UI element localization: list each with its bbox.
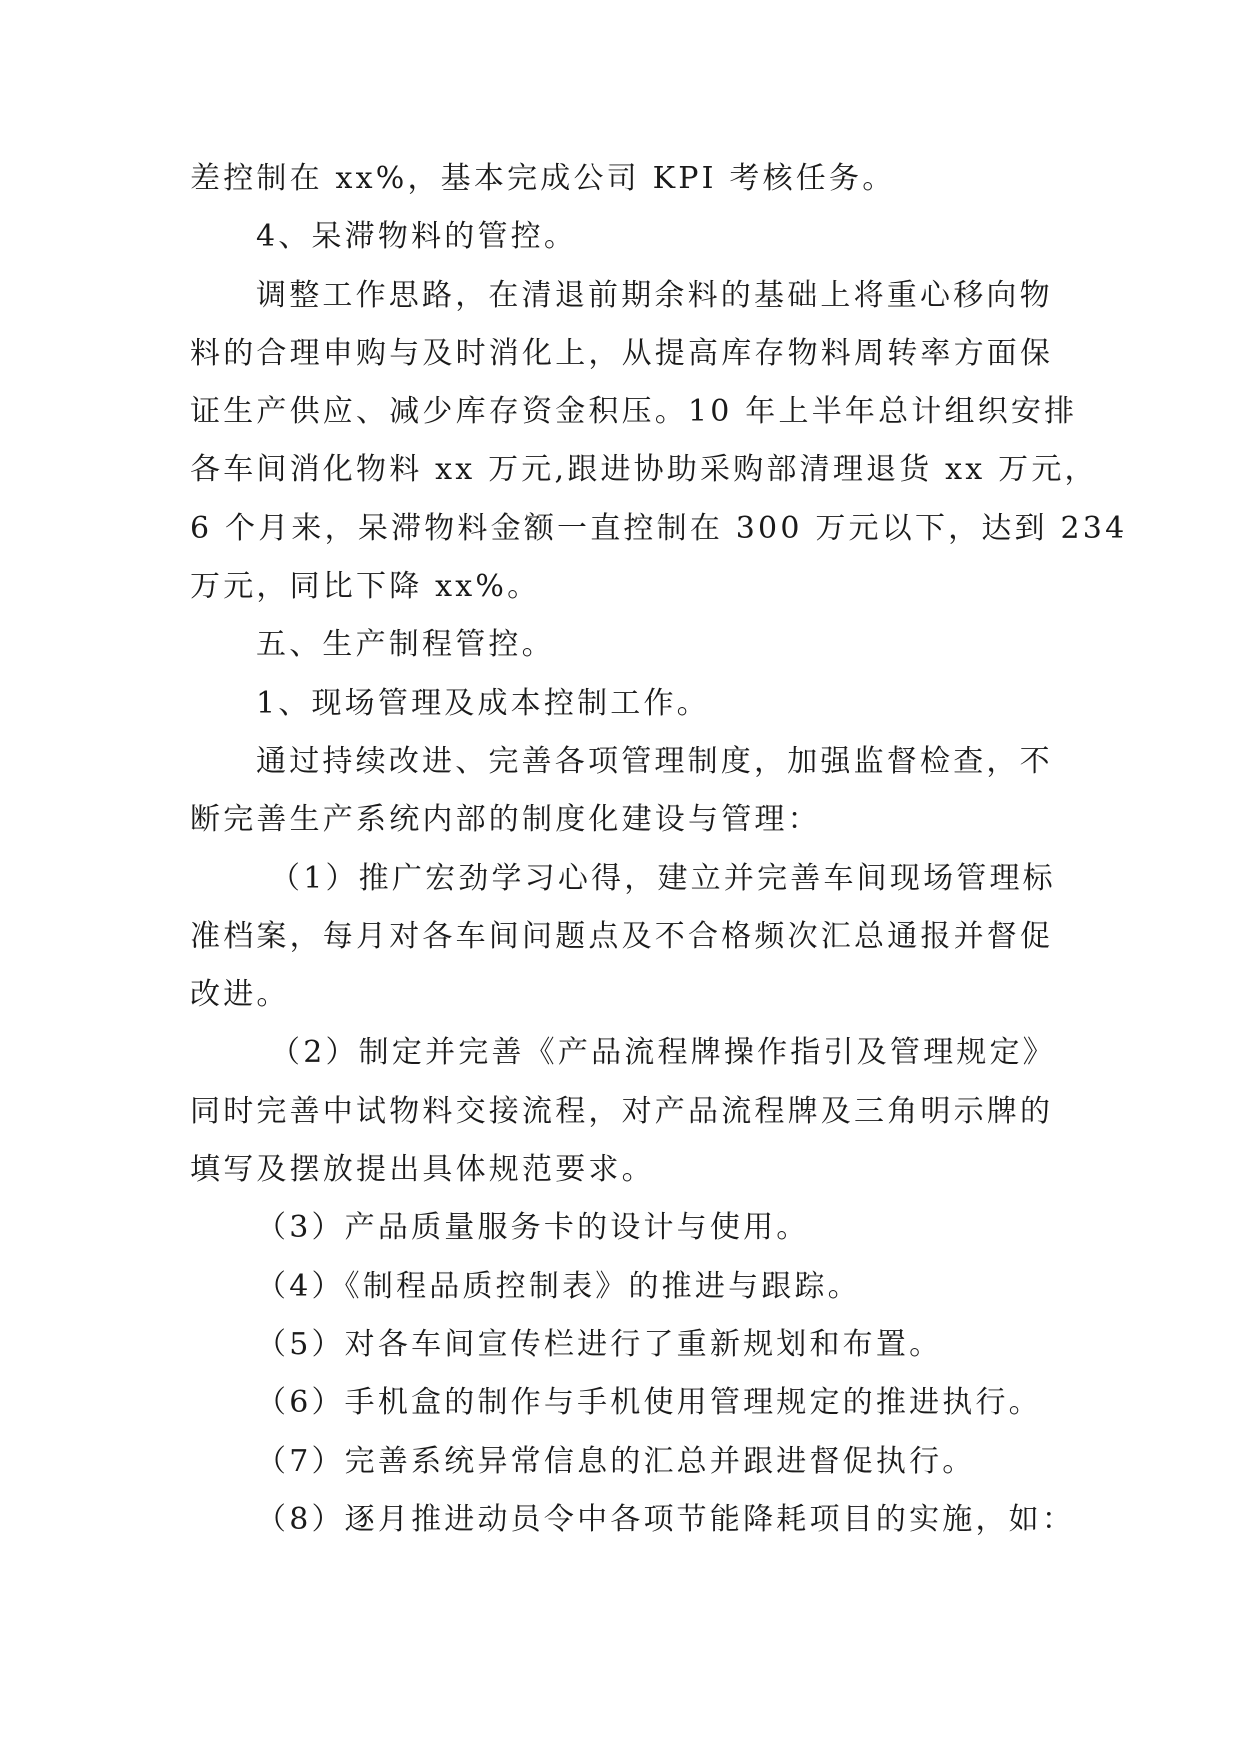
list-item: （8）逐月推进动员令中各项节能降耗项目的实施，如： xyxy=(256,1501,1076,1537)
list-item: （4）《制程品质控制表》的推进与跟踪。 xyxy=(256,1268,861,1304)
list-item: （7）完善系统异常信息的汇总并跟进督促执行。 xyxy=(256,1443,976,1479)
body-text-line: 断完善生产系统内部的制度化建设与管理： xyxy=(190,802,821,838)
list-item: （1）推广宏劲学习心得，建立并完善车间现场管理标 xyxy=(270,860,1056,896)
list-item: （6）手机盒的制作与手机使用管理规定的推进执行。 xyxy=(256,1385,1042,1421)
list-item: （5）对各车间宣传栏进行了重新规划和布置。 xyxy=(256,1326,943,1362)
body-text-line: 填写及摆放提出具体规范要求。 xyxy=(190,1152,655,1188)
body-text-line: 各车间消化物料 xx 万元,跟进协助采购部清理退货 xx 万元， xyxy=(190,452,1098,488)
body-text-line: 料的合理申购与及时消化上，从提高库存物料周转率方面保 xyxy=(190,335,1054,371)
body-text-line: 调整工作思路，在清退前期余料的基础上将重心移向物 xyxy=(256,277,1053,313)
document-page xyxy=(190,150,1128,1549)
subsection-heading: 1、现场管理及成本控制工作。 xyxy=(256,685,710,721)
section-heading: 4、呆滞物料的管控。 xyxy=(256,219,578,255)
body-text-line: 准档案，每月对各车间问题点及不合格频次汇总通报并督促 xyxy=(190,918,1054,954)
body-text-line: 证生产供应、减少库存资金积压。10 年上半年总计组织安排 xyxy=(190,394,1078,430)
list-item: （3）产品质量服务卡的设计与使用。 xyxy=(256,1210,810,1246)
body-text-line: 6 个月来，呆滞物料金额一直控制在 300 万元以下，达到 234 xyxy=(190,510,1128,546)
body-text-line: 差控制在 xx%，基本完成公司 KPI 考核任务。 xyxy=(190,161,896,196)
body-text-line: 同时完善中试物料交接流程，对产品流程牌及三角明示牌的 xyxy=(190,1093,1054,1129)
body-text-line: 万元，同比下降 xx%。 xyxy=(190,569,541,605)
body-text-line: 通过持续改进、完善各项管理制度，加强监督检查，不 xyxy=(256,743,1053,779)
body-text-line: 改进。 xyxy=(190,977,290,1013)
list-item: （2）制定并完善《产品流程牌操作指引及管理规定》 xyxy=(270,1035,1056,1071)
section-heading: 五、生产制程管控。 xyxy=(256,627,555,663)
